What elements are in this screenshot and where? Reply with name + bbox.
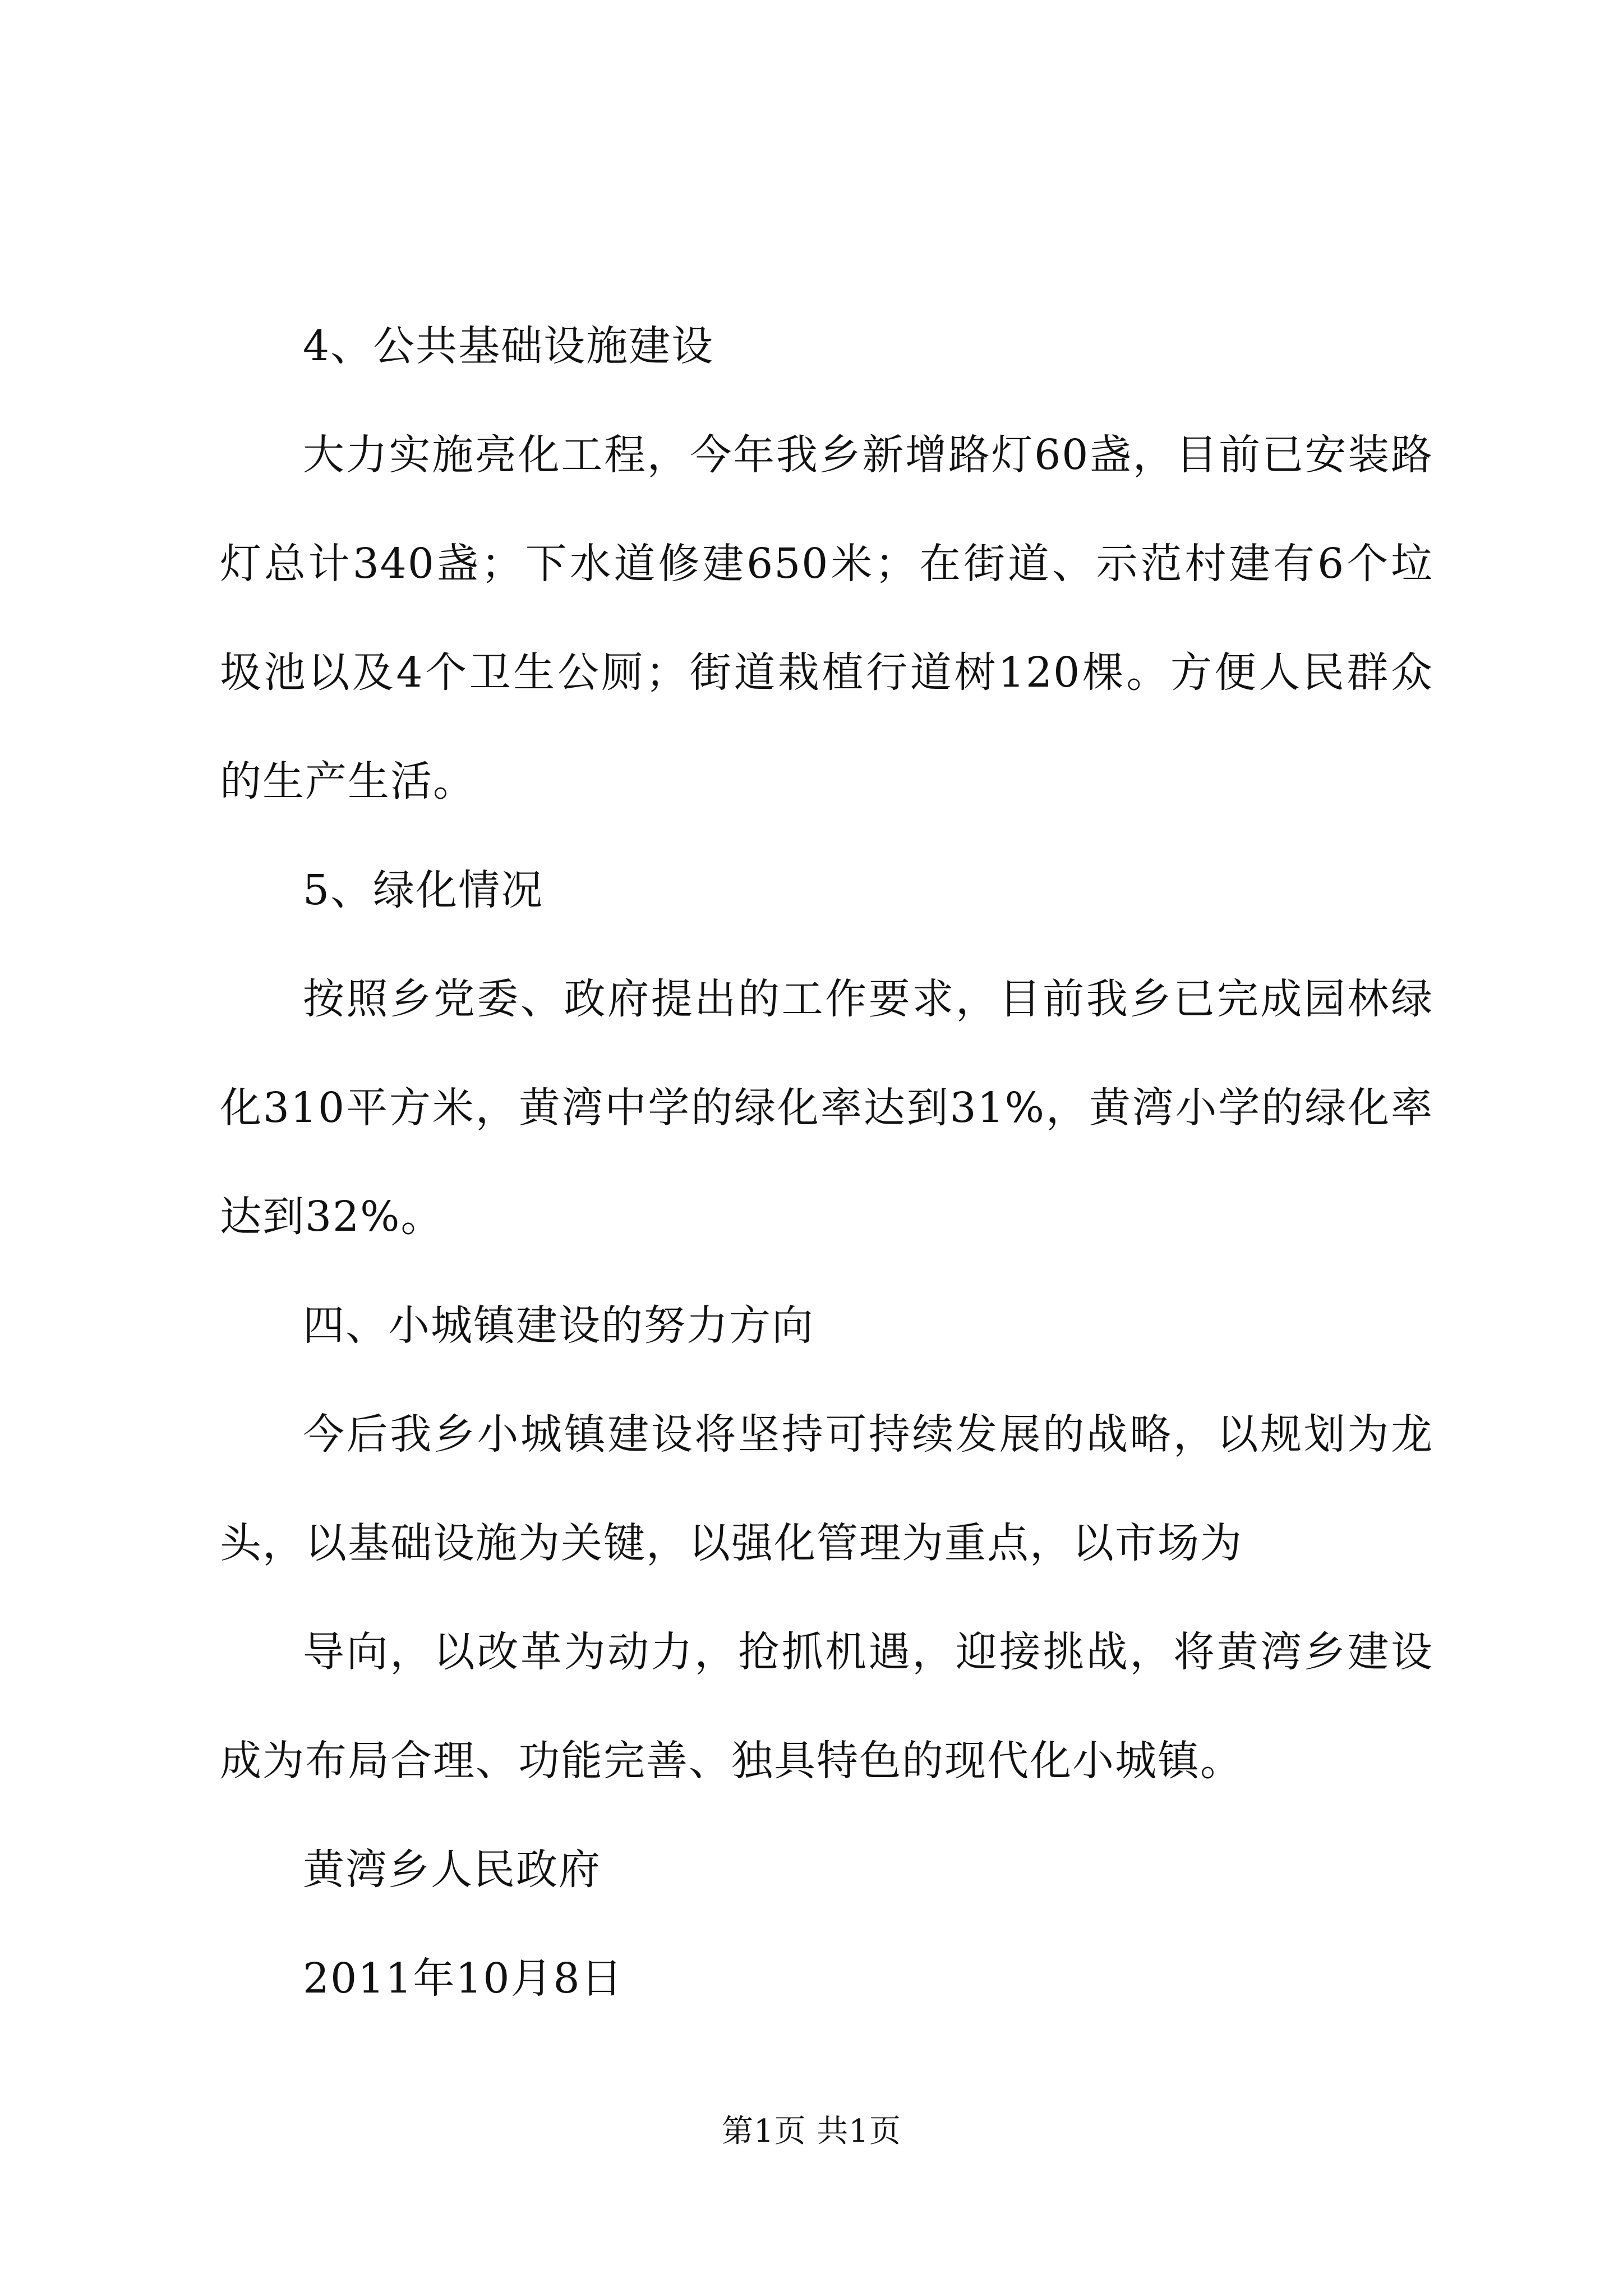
page-footer: 第1页 共1页	[721, 2113, 902, 2150]
paragraph-future-direction-part1: 今后我乡小城镇建设将坚持可持续发展的战略，以规划为龙头，以基础设施为关键，以强化管理为重点，以市场为	[220, 1410, 1433, 1567]
signature-date: 2011年10月8日	[303, 1954, 624, 2003]
heading-future-direction: 四、小城镇建设的努力方向	[303, 1301, 814, 1350]
paragraph-future-direction-part2: 导向，以改革为动力，抢抓机遇，迎接挑战，将黄湾乡建设成为布局合理、功能完善、独具特色的现代化小城镇。	[220, 1628, 1433, 1785]
signature-government: 黄湾乡人民政府	[303, 1846, 601, 1894]
heading-public-infrastructure: 4、公共基础设施建设	[303, 322, 714, 370]
document-body	[220, 292, 1433, 2033]
heading-greening: 5、绿化情况	[303, 866, 544, 914]
paragraph-lighting-project: 大力实施亮化工程，今年我乡新增路灯60盏，目前已安装路灯总计340盏；下水道修建650米；在街道、示范村建有6个垃圾池以及4个卫生公厕；街道栽植行道树120棵。方便人民群众的生产生活。	[220, 431, 1433, 806]
paragraph-greening-status: 按照乡党委、政府提出的工作要求，目前我乡已完成园林绿化310平方米，黄湾中学的绿化率达到31%，黄湾小学的绿化率达到32%。	[220, 975, 1433, 1241]
